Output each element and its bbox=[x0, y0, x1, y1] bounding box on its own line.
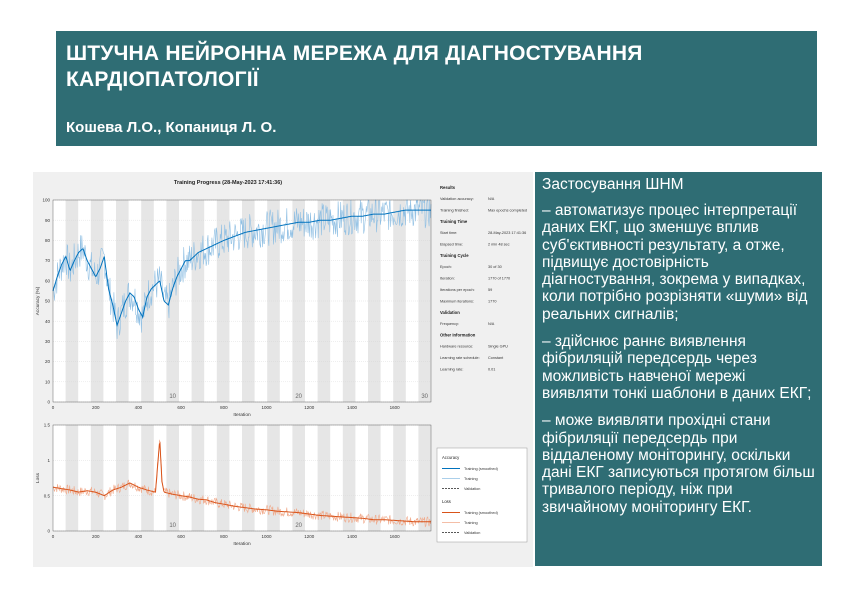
x-tick-label: 400 bbox=[134, 405, 143, 410]
info-row-value: 2 min 48 sec bbox=[488, 242, 510, 247]
epoch-band bbox=[141, 425, 154, 531]
info-section-title: Validation bbox=[440, 310, 460, 315]
y-tick-label: 0 bbox=[47, 399, 50, 405]
x-tick-label: 0 bbox=[51, 405, 55, 410]
y-tick-label: 0 bbox=[47, 528, 50, 534]
legend-loss-item: Validation bbox=[464, 531, 481, 535]
epoch-band bbox=[217, 425, 230, 531]
x-tick-label: 1000 bbox=[261, 534, 272, 539]
info-section-title: Other Information bbox=[440, 332, 476, 338]
title-box bbox=[56, 31, 817, 146]
panel-paragraph-1: – автоматизує процес інтерпретації даних ЕКГ, що зменшує вплив суб'єктивності результату, а отже, підвищує достовірність діагностування, зокрема у випадках, коли потрібно розрізняти «шуми» від реальних сигналів; bbox=[542, 202, 808, 323]
epoch-band bbox=[242, 425, 255, 531]
training-info-panel bbox=[440, 185, 527, 372]
info-row-label: Learning rate: bbox=[440, 367, 464, 372]
y-tick-label: 60 bbox=[44, 278, 50, 284]
epoch-band bbox=[116, 425, 129, 531]
epoch-marker-label: 10 bbox=[169, 523, 176, 529]
legend-accuracy-item: Training bbox=[464, 477, 478, 481]
x-tick-label: 1200 bbox=[304, 534, 315, 539]
x-tick-label: 1400 bbox=[346, 534, 357, 539]
x-tick-label: 200 bbox=[91, 534, 100, 539]
y-tick-label: 40 bbox=[44, 318, 50, 324]
training-progress-svg bbox=[33, 172, 533, 567]
x-tick-label: 1200 bbox=[304, 405, 315, 410]
plot-title: Training Progress (28-May-2023 17:41:36) bbox=[173, 180, 283, 186]
y-tick-label: 10 bbox=[44, 379, 50, 385]
epoch-marker-label: 30 bbox=[421, 394, 428, 400]
panel-paragraph-3: – може виявляти прохідні стани фібриляції передсердь при віддаленому моніторингу, оскільки дані ЕКГ записуються протягом більш тривалого періоду, ніж при звичайному моніторингу ЕКГ. bbox=[542, 412, 815, 516]
legend-loss-title: Loss bbox=[442, 499, 451, 504]
applications-panel bbox=[535, 172, 822, 566]
y-tick-label: 30 bbox=[44, 339, 50, 344]
epoch-band bbox=[292, 425, 305, 531]
info-row-label: Iterations per epoch: bbox=[440, 288, 475, 292]
training-legend bbox=[437, 448, 527, 542]
x-axis-label: Iteration bbox=[233, 542, 251, 547]
epoch-band bbox=[91, 425, 104, 531]
info-section-title: Training Time bbox=[440, 219, 468, 224]
x-tick-label: 600 bbox=[177, 405, 185, 410]
legend-loss-item: Training bbox=[464, 521, 478, 525]
info-row-value: Constant bbox=[488, 356, 504, 360]
info-row-label: Learning rate schedule: bbox=[440, 356, 480, 360]
info-row-label: Frequency: bbox=[440, 322, 459, 326]
epoch-band bbox=[166, 425, 179, 531]
epoch-band bbox=[66, 425, 79, 531]
x-tick-label: 400 bbox=[134, 534, 143, 539]
y-tick-label: 80 bbox=[44, 238, 50, 243]
info-row-value: 28-May-2023 17:41:36 bbox=[488, 231, 527, 235]
info-row-value: 0.01 bbox=[488, 367, 496, 372]
x-tick-label: 1000 bbox=[261, 405, 272, 410]
legend-accuracy-title: Accuracy bbox=[442, 455, 460, 460]
slide-title: ШТУЧНА НЕЙРОННА МЕРЕЖА ДЛЯ ДІАГНОСТУВАННЯ КАРДІОПАТОЛОГІЇ bbox=[66, 42, 643, 91]
info-row-label: Training finished: bbox=[440, 208, 469, 213]
epoch-band bbox=[192, 425, 205, 531]
epoch-marker-label: 20 bbox=[295, 394, 302, 400]
info-row-value: 1770 of 1770 bbox=[488, 276, 511, 281]
epoch-band bbox=[393, 425, 406, 531]
info-row-value: Single GPU bbox=[488, 344, 508, 349]
y-tick-label: 20 bbox=[44, 359, 50, 365]
y-tick-label: 1 bbox=[47, 457, 50, 463]
accuracy-plot bbox=[35, 198, 431, 418]
y-axis-label: Accuracy (%) bbox=[36, 286, 41, 316]
x-axis-label: Iteration bbox=[233, 413, 251, 418]
panel-heading: Застосування ШНМ bbox=[542, 176, 684, 193]
x-tick-label: 200 bbox=[91, 405, 100, 410]
info-section-title: Results bbox=[440, 185, 456, 190]
epoch-band bbox=[418, 425, 431, 531]
info-row-label: Validation accuracy: bbox=[440, 197, 474, 201]
x-tick-label: 800 bbox=[220, 405, 228, 410]
epoch-marker-label: 10 bbox=[169, 394, 176, 400]
info-row-value: 1770 bbox=[488, 299, 497, 304]
info-row-label: Start time: bbox=[440, 231, 458, 235]
info-row-label: Epoch: bbox=[440, 265, 452, 269]
y-tick-label: 100 bbox=[42, 197, 50, 203]
info-row-label: Hardware resource: bbox=[440, 344, 474, 349]
legend-accuracy-item: Training (smoothed) bbox=[464, 467, 498, 471]
x-tick-label: 1600 bbox=[389, 405, 400, 410]
y-tick-label: 70 bbox=[44, 258, 50, 264]
training-progress-figure bbox=[33, 172, 533, 567]
epoch-marker-label: 20 bbox=[295, 523, 302, 529]
epoch-band bbox=[343, 425, 356, 531]
panel-paragraph-2: – здійснює раннє виявлення фібриляцій передсердь через можливість навченої мережі виявляти тонкі шаблони в даних ЕКГ; bbox=[542, 333, 812, 402]
y-tick-label: 0.5 bbox=[43, 493, 50, 499]
x-tick-label: 0 bbox=[51, 534, 55, 539]
info-row-value: N/A bbox=[488, 322, 495, 326]
legend-accuracy-item: Validation bbox=[464, 487, 481, 491]
y-tick-label: 1.5 bbox=[43, 422, 50, 428]
x-tick-label: 1400 bbox=[346, 405, 357, 410]
info-row-label: Maximum iterations: bbox=[440, 299, 474, 304]
y-tick-label: 50 bbox=[44, 298, 50, 304]
x-tick-label: 1600 bbox=[389, 534, 400, 539]
info-row-value: 30 of 30 bbox=[488, 265, 502, 269]
y-tick-label: 90 bbox=[44, 217, 50, 223]
x-tick-label: 800 bbox=[220, 534, 228, 539]
loss-plot bbox=[35, 423, 431, 547]
info-row-value: N/A bbox=[488, 197, 495, 201]
info-row-label: Iteration: bbox=[440, 276, 455, 281]
x-tick-label: 600 bbox=[177, 534, 185, 539]
info-row-value: 59 bbox=[488, 288, 493, 292]
info-row-value: Max epochs completed bbox=[488, 208, 528, 213]
info-section-title: Training Cycle bbox=[440, 253, 469, 258]
y-axis-label: Loss bbox=[36, 472, 41, 484]
legend-loss-item: Training (smoothed) bbox=[464, 511, 498, 515]
legend-box bbox=[437, 448, 527, 542]
info-row-label: Elapsed time: bbox=[440, 242, 464, 247]
slide-authors: Кошева Л.О., Копаниця Л. О. bbox=[66, 119, 277, 136]
